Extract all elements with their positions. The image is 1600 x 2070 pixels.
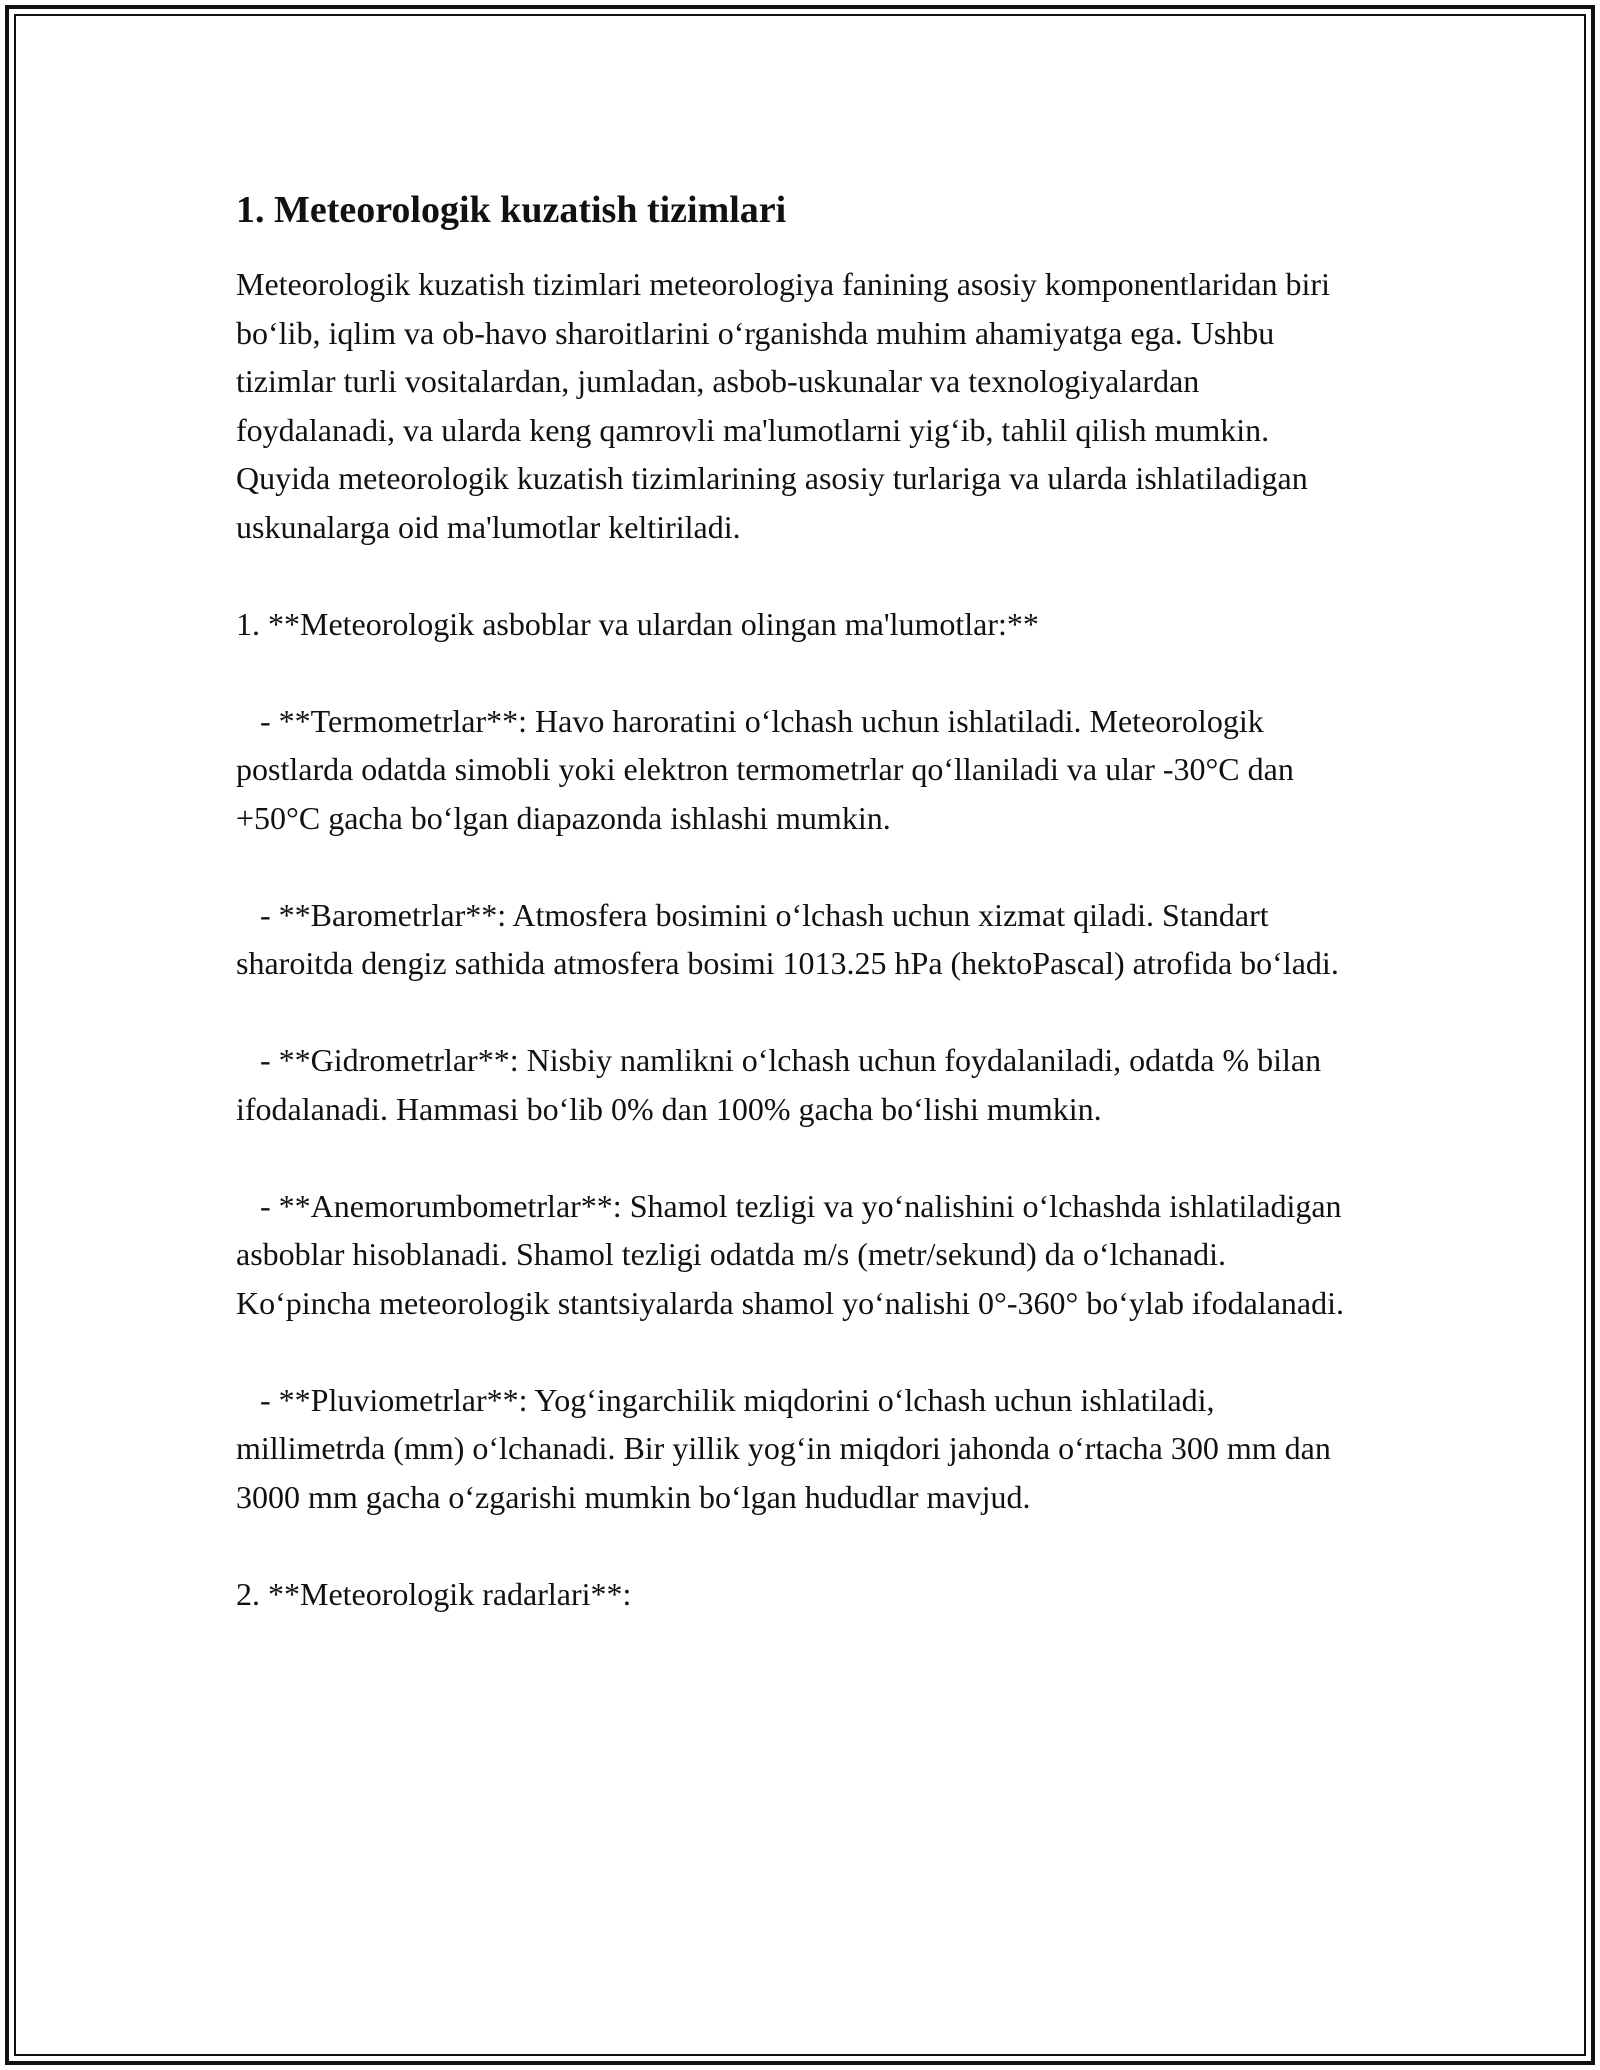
paragraph-gap <box>236 842 1366 891</box>
paragraph-gap <box>236 1521 1366 1570</box>
paragraph-gap <box>236 551 1366 600</box>
section-heading-radars: 2. **Meteorologik radarlari**: <box>236 1575 632 1612</box>
list-item-pluviometers: - **Pluviometrlar**: Yog‘ingarchilik miqdorini o‘lchash uchun ishlatiladi, millimetrda (mm) o‘lchanadi. Bir yillik yog‘in miqdori jahonda o‘rtacha 300 mm dan 3000 mm gacha o‘zgarishi mumkin bo‘lgan hududlar mavjud. <box>236 1381 1339 1515</box>
document-body <box>236 186 1366 1618</box>
list-item-barometers: - **Barometrlar**: Atmosfera bosimini o‘lchash uchun xizmat qiladi. Standart sharoitda dengiz sathida atmosfera bosimi 1013.25 hPa (hektoPascal) atrofida bo‘ladi. <box>236 896 1339 981</box>
paragraph-gap <box>236 1327 1366 1376</box>
paragraph-gap <box>236 648 1366 697</box>
list-item-hygrometers: - **Gidrometrlar**: Nisbiy namlikni o‘lchash uchun foydalaniladi, odatda % bilan ifodalanadi. Hammasi bo‘lib 0% dan 100% gacha bo‘lishi mumkin. <box>236 1042 1330 1127</box>
section-heading-instruments: 1. **Meteorologik asboblar va ulardan olingan ma'lumotlar:** <box>236 605 1039 642</box>
paragraph-gap <box>236 988 1366 1037</box>
document-title: 1. Meteorologik kuzatish tizimlari <box>236 189 787 231</box>
intro-paragraph: Meteorologik kuzatish tizimlari meteorologiya fanining asosiy komponentlaridan biri bo‘lib, iqlim va ob-havo sharoitlarini o‘rganishda muhim ahamiyatga ega. Ushbu tizimlar turli vositalardan, jumladan, asbob-uskunalar va texnologiyalardan foydalanadi, va ularda keng qamrovli ma'lumotlarni yig‘ib, tahlil qilish mumkin. Quyida meteorologik kuzatish tizimlarining asosiy turlariga va ularda ishlatiladigan uskunalarga oid ma'lumotlar keltiriladi. <box>236 266 1338 545</box>
list-item-thermometers: - **Termometrlar**: Havo haroratini o‘lchash uchun ishlatiladi. Meteorologik postlarda odatda simobli yoki elektron termometrlar qo‘llaniladi va ular -30°C dan +50°C gacha bo‘lgan diapazonda ishlashi mumkin. <box>236 702 1302 836</box>
list-item-anemorumbometers: - **Anemorumbometrlar**: Shamol tezligi va yo‘nalishini o‘lchashda ishlatiladigan asboblar hisoblanadi. Shamol tezligi odatda m/s (metr/sekund) da o‘lchanadi. Ko‘pincha meteorologik stantsiyalarda shamol yo‘nalishi 0°-360° bo‘ylab ifodalanadi. <box>236 1187 1350 1321</box>
paragraph-gap <box>236 1133 1366 1182</box>
